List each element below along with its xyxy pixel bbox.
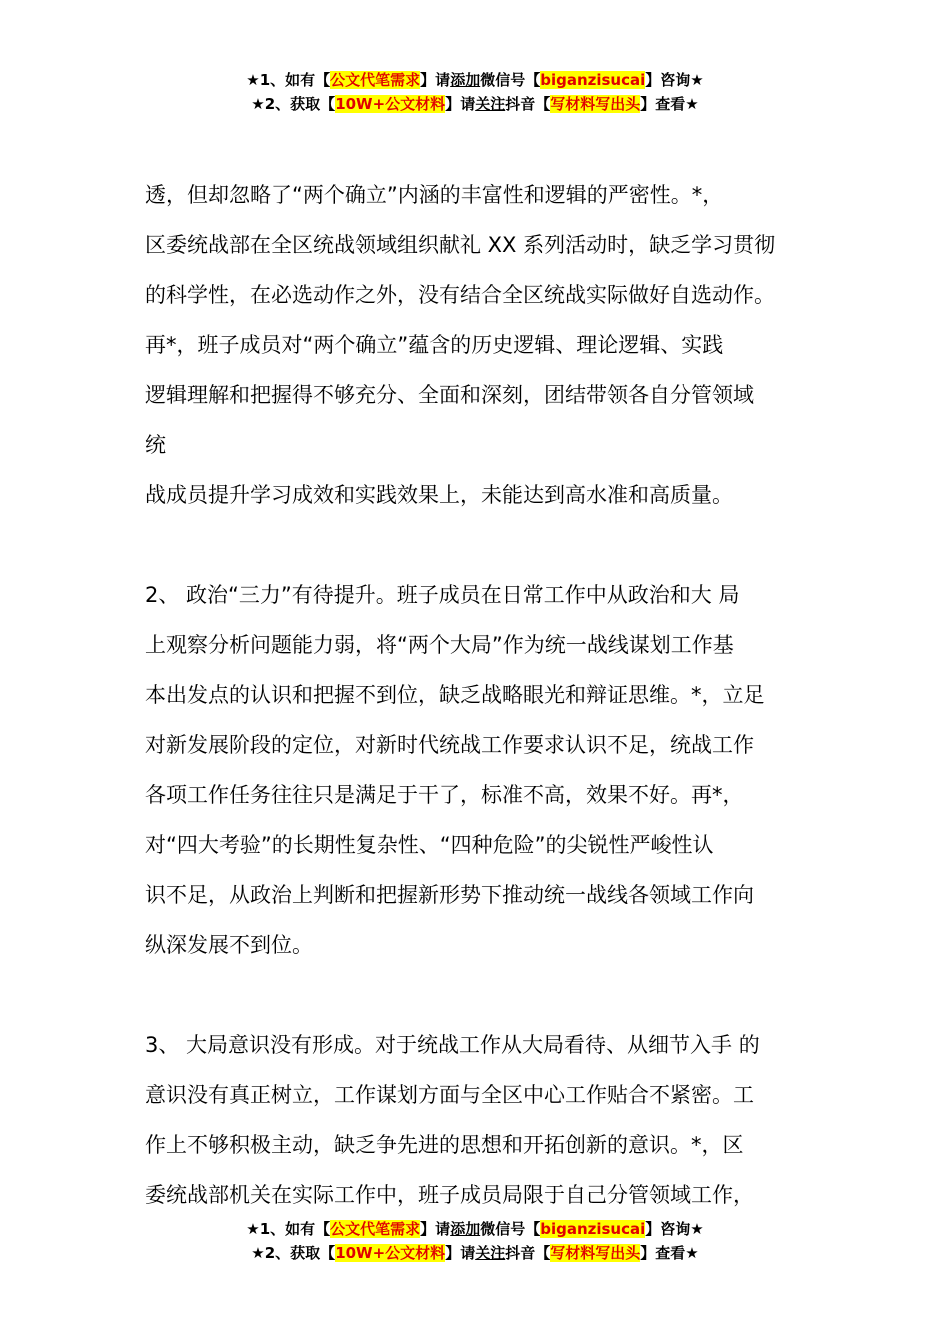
text-line: 委统战部机关在实际工作中，班子成员局限于自己分管领域工作，: [145, 1183, 754, 1207]
text-line: 3、 大局意识没有形成。对于统战工作从大局看待、从细节入手 的: [145, 1033, 760, 1057]
promo-highlight: biganzisucai: [540, 1220, 646, 1238]
promo-highlight: 10W+公文材料: [335, 95, 446, 113]
promo-underlined-text: 添加: [450, 1220, 481, 1238]
text-line: 战成员提升学习成效和实践效果上，未能达到高水准和高质量。: [145, 483, 733, 507]
paragraph-gap: [145, 970, 815, 1020]
text-line: 再*，班子成员对“两个确立”蕴含的历史逻辑、理论逻辑、实践: [145, 333, 724, 357]
promo-line-1: ★1、如有【公文代笔需求】请添加微信号【biganzisucai】咨询★: [246, 71, 704, 89]
text-line: 透，但却忽略了“两个确立”内涵的丰富性和逻辑的严密性。*，: [145, 183, 724, 207]
text-line: 逻辑理解和把握得不够充分、全面和深刻，团结带领各自分管领域: [145, 383, 754, 407]
text-line: 2、 政治“三力”有待提升。班子成员在日常工作中从政治和大 局: [145, 583, 740, 607]
promo-line-1: ★1、如有【公文代笔需求】请添加微信号【biganzisucai】咨询★: [246, 1220, 704, 1238]
promo-highlight: 10W+公文材料: [335, 1244, 446, 1262]
promo-highlight: 公文代笔需求: [330, 71, 421, 89]
promo-highlight: 写材料写出头: [550, 95, 641, 113]
text-line: 统: [145, 433, 166, 457]
text-line: 对“四大考验”的长期性复杂性、“四种危险”的尖锐性严峻性认: [145, 833, 714, 857]
text-line: 意识没有真正树立，工作谋划方面与全区中心工作贴合不紧密。工: [145, 1083, 754, 1107]
promo-underlined-text: 关注: [475, 95, 506, 113]
text-line: 纵深发展不到位。: [145, 933, 313, 957]
text-line: 各项工作任务往往只是满足于干了，标准不高，效果不好。再*，: [145, 783, 744, 807]
promo-highlight: 写材料写出头: [550, 1244, 641, 1262]
promo-highlight: 公文代笔需求: [330, 1220, 421, 1238]
text-line: 作上不够积极主动，缺乏争先进的思想和开拓创新的意识。*，区: [145, 1133, 744, 1157]
promo-underlined-text: 关注: [475, 1244, 506, 1262]
text-line: 上观察分析问题能力弱，将“两个大局”作为统一战线谋划工作基: [145, 633, 734, 657]
promo-underlined-text: 添加: [450, 71, 481, 89]
text-line: 本出发点的认识和把握不到位，缺乏战略眼光和辩证思维。*，立足: [145, 683, 765, 707]
text-line: 的科学性，在必选动作之外，没有结合全区统战实际做好自选动作。: [145, 283, 775, 307]
promo-line-2: ★2、获取【10W+公文材料】请关注抖音【写材料写出头】查看★: [251, 95, 699, 113]
paragraph-gap: [145, 520, 815, 570]
text-line: 对新发展阶段的定位，对新时代统战工作要求认识不足，统战工作: [145, 733, 754, 757]
promo-line-2: ★2、获取【10W+公文材料】请关注抖音【写材料写出头】查看★: [251, 1244, 699, 1262]
promo-highlight: biganzisucai: [540, 71, 646, 89]
footer-promo: [0, 1217, 950, 1265]
text-line: 区委统战部在全区统战领域组织献礼 XX 系列活动时，缺乏学习贯彻: [145, 233, 776, 257]
text-line: 识不足，从政治上判断和把握新形势下推动统一战线各领域工作向: [145, 883, 754, 907]
header-promo: [0, 68, 950, 116]
document-body: [145, 170, 815, 1220]
